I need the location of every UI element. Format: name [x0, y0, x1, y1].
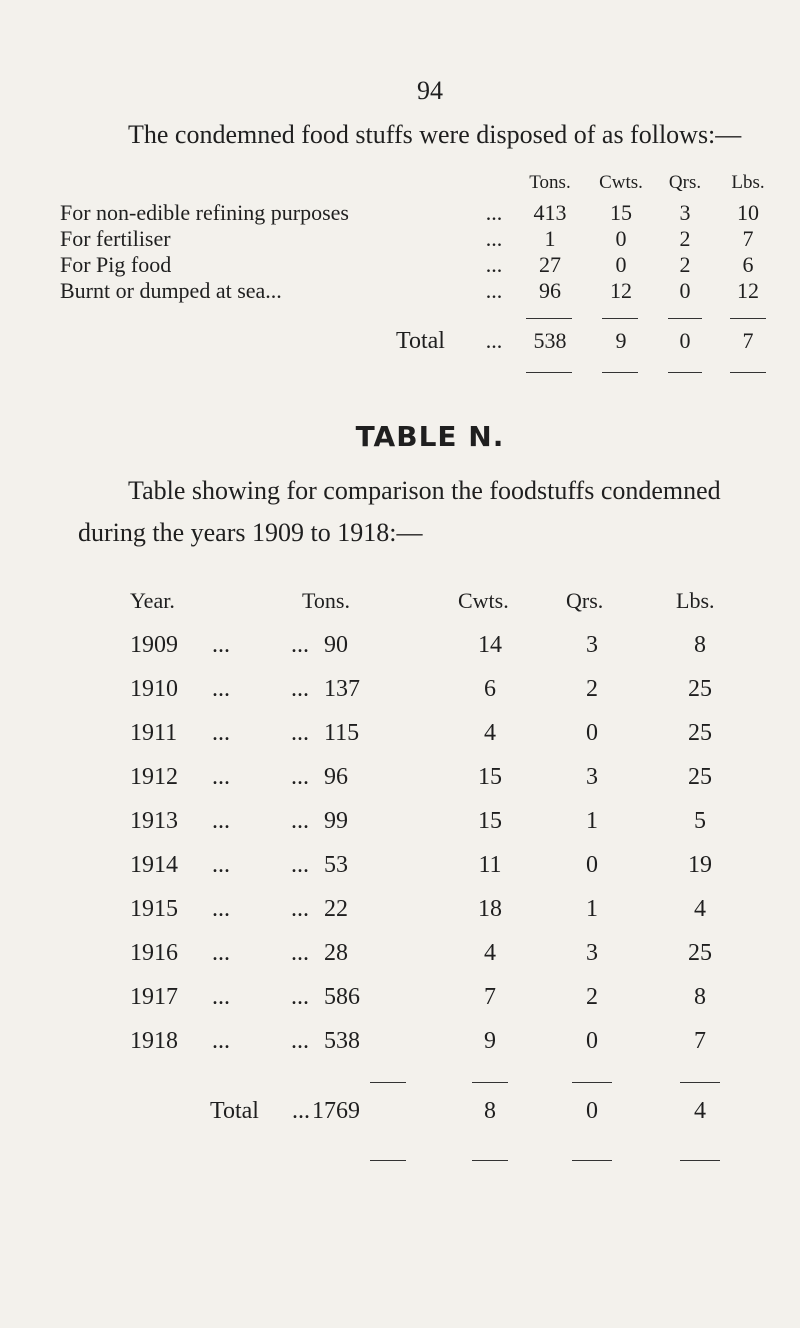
- divider: [526, 318, 572, 319]
- comparison-row: [0, 852, 800, 886]
- comparison-row: [0, 940, 800, 974]
- row-dots: ...: [291, 720, 309, 746]
- row-tons: 99: [324, 808, 348, 834]
- intro-text: The condemned food stuffs were disposed of as follows:—: [128, 120, 742, 149]
- row-lbs: 4: [694, 896, 706, 922]
- header-tons: Tons.: [529, 172, 571, 193]
- row-dots: ...: [212, 896, 230, 922]
- total-lbs: 4: [694, 1098, 706, 1124]
- row-dots: ...: [212, 632, 230, 658]
- row-lbs: 25: [688, 764, 712, 790]
- total-lbs: 7: [742, 328, 754, 353]
- total-qrs: 0: [586, 1098, 598, 1124]
- row-year: 1918: [130, 1028, 178, 1054]
- row-cwts: 11: [478, 852, 502, 878]
- header-lbs: Lbs.: [676, 588, 715, 613]
- total-tons: 538: [533, 328, 567, 353]
- row-dots: ...: [485, 252, 503, 277]
- row-dots: ...: [485, 200, 503, 225]
- total-dots: ...: [292, 1098, 310, 1124]
- row-tons: 28: [324, 940, 348, 966]
- row-label: For fertiliser: [60, 226, 171, 251]
- row-cwts: 6: [484, 676, 496, 702]
- row-cwts: 9: [484, 1028, 496, 1054]
- row-cwts: 15: [478, 808, 502, 834]
- row-qrs: 2: [586, 676, 598, 702]
- row-cwts: 14: [478, 632, 502, 658]
- divider: [680, 1082, 720, 1083]
- comparison-header-row: [0, 588, 800, 622]
- total-label: Total: [396, 328, 445, 354]
- row-qrs: 3: [679, 200, 691, 225]
- row-year: 1912: [130, 764, 178, 790]
- comparison-row: [0, 808, 800, 842]
- total-label: Total: [210, 1098, 259, 1124]
- divider: [668, 318, 702, 319]
- row-dots: ...: [291, 808, 309, 834]
- row-year: 1913: [130, 808, 178, 834]
- total-dots: ...: [485, 328, 503, 353]
- row-lbs: 8: [694, 632, 706, 658]
- row-tons: 1: [544, 226, 556, 251]
- divider: [370, 1160, 406, 1161]
- row-dots: ...: [212, 808, 230, 834]
- header-qrs: Qrs.: [668, 172, 702, 193]
- total-cwts: 8: [484, 1098, 496, 1124]
- header-cwts: Cwts.: [599, 172, 643, 193]
- row-cwts: 7: [484, 984, 496, 1010]
- row-cwts: 18: [478, 896, 502, 922]
- row-dots: ...: [291, 940, 309, 966]
- row-lbs: 19: [688, 852, 712, 878]
- row-lbs: 25: [688, 676, 712, 702]
- comparison-row: [0, 764, 800, 798]
- row-lbs: 5: [694, 808, 706, 834]
- comparison-row: [0, 1028, 800, 1062]
- row-dots: ...: [212, 984, 230, 1010]
- comparison-row: [0, 632, 800, 666]
- row-dots: ...: [212, 852, 230, 878]
- total-tons: 1769: [312, 1098, 360, 1124]
- row-year: 1915: [130, 896, 178, 922]
- row-cwts: 15: [478, 764, 502, 790]
- row-lbs: 10: [737, 200, 759, 225]
- divider: [602, 372, 638, 373]
- divider: [526, 372, 572, 373]
- row-tons: 137: [324, 676, 360, 702]
- comparison-row: [0, 984, 800, 1018]
- row-dots: ...: [291, 632, 309, 658]
- row-dots: ...: [212, 1028, 230, 1054]
- row-tons: 413: [533, 200, 567, 225]
- row-dots: ...: [291, 676, 309, 702]
- divider: [730, 372, 766, 373]
- divider: [572, 1082, 612, 1083]
- page-number: 94: [417, 76, 443, 105]
- row-tons: 22: [324, 896, 348, 922]
- row-qrs: 3: [586, 940, 598, 966]
- row-qrs: 2: [586, 984, 598, 1010]
- row-tons: 96: [324, 764, 348, 790]
- row-tons: 586: [324, 984, 360, 1010]
- divider: [370, 1082, 406, 1083]
- row-dots: ...: [485, 226, 503, 251]
- row-year: 1909: [130, 632, 178, 658]
- row-dots: ...: [291, 852, 309, 878]
- row-label: For Pig food: [60, 252, 172, 277]
- total-cwts: 9: [615, 328, 627, 353]
- table-description-line2: during the years 1909 to 1918:—: [78, 518, 423, 547]
- row-qrs: 0: [679, 278, 691, 303]
- header-tons: Tons.: [302, 588, 350, 613]
- row-tons: 538: [324, 1028, 360, 1054]
- disposal-header-row: [0, 172, 800, 202]
- row-dots: ...: [212, 720, 230, 746]
- row-qrs: 3: [586, 764, 598, 790]
- header-year: Year.: [130, 588, 175, 613]
- row-cwts: 0: [615, 252, 627, 277]
- row-tons: 90: [324, 632, 348, 658]
- row-lbs: 7: [742, 226, 754, 251]
- row-lbs: 8: [694, 984, 706, 1010]
- divider: [572, 1160, 612, 1161]
- comparison-row: [0, 720, 800, 754]
- row-qrs: 2: [679, 226, 691, 251]
- table-description-line1: Table showing for comparison the foodstuffs condemned: [128, 476, 721, 505]
- row-cwts: 4: [484, 940, 496, 966]
- divider: [680, 1160, 720, 1161]
- total-qrs: 0: [679, 328, 691, 353]
- divider: [472, 1082, 508, 1083]
- row-qrs: 1: [586, 808, 598, 834]
- row-qrs: 2: [679, 252, 691, 277]
- row-label: Burnt or dumped at sea...: [60, 278, 282, 303]
- row-dots: ...: [212, 764, 230, 790]
- row-dots: ...: [291, 764, 309, 790]
- row-qrs: 3: [586, 632, 598, 658]
- row-cwts: 0: [615, 226, 627, 251]
- row-dots: ...: [291, 896, 309, 922]
- header-cwts: Cwts.: [458, 588, 509, 613]
- disposal-total-row: [0, 328, 800, 358]
- row-dots: ...: [291, 984, 309, 1010]
- divider: [472, 1160, 508, 1161]
- row-cwts: 4: [484, 720, 496, 746]
- row-year: 1911: [130, 720, 178, 746]
- row-tons: 115: [324, 720, 360, 746]
- row-label: For non-edible refining purposes: [60, 200, 349, 225]
- row-qrs: 0: [586, 720, 598, 746]
- row-dots: ...: [212, 676, 230, 702]
- row-dots: ...: [212, 940, 230, 966]
- row-lbs: 6: [742, 252, 754, 277]
- row-lbs: 25: [688, 720, 712, 746]
- row-cwts: 12: [610, 278, 632, 303]
- row-lbs: 25: [688, 940, 712, 966]
- disposal-row: [0, 278, 800, 308]
- table-title: TABLE N.: [355, 420, 505, 453]
- row-dots: ...: [291, 1028, 309, 1054]
- row-dots: ...: [485, 278, 503, 303]
- header-qrs: Qrs.: [566, 588, 604, 613]
- divider: [602, 318, 638, 319]
- divider: [668, 372, 702, 373]
- row-tons: 27: [539, 252, 561, 277]
- row-year: 1917: [130, 984, 178, 1010]
- comparison-total-row: [0, 1098, 800, 1132]
- row-lbs: 7: [694, 1028, 706, 1054]
- row-year: 1916: [130, 940, 178, 966]
- row-qrs: 1: [586, 896, 598, 922]
- comparison-row: [0, 676, 800, 710]
- header-lbs: Lbs.: [731, 172, 765, 193]
- divider: [730, 318, 766, 319]
- comparison-row: [0, 896, 800, 930]
- row-lbs: 12: [737, 278, 759, 303]
- row-qrs: 0: [586, 1028, 598, 1054]
- row-tons: 53: [324, 852, 348, 878]
- row-cwts: 15: [610, 200, 632, 225]
- row-tons: 96: [539, 278, 561, 303]
- row-year: 1914: [130, 852, 178, 878]
- row-qrs: 0: [586, 852, 598, 878]
- row-year: 1910: [130, 676, 178, 702]
